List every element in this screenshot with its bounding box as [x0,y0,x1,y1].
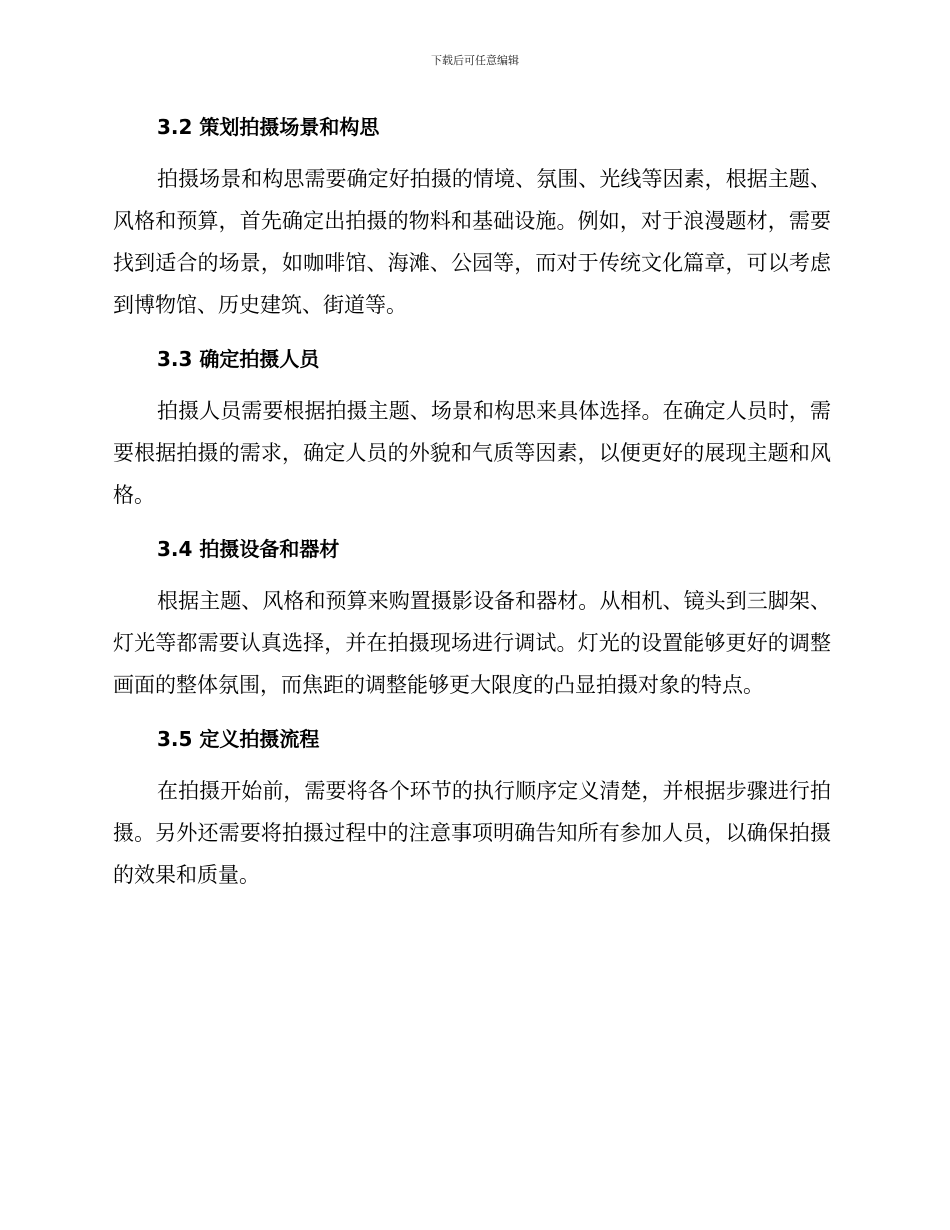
section-paragraph: 拍摄场景和构思需要确定好拍摄的情境、氛围、光线等因素，根据主题、风格和预算，首先确定出拍摄的物料和基础设施。例如，对于浪漫题材，需要找到适合的场景，如咖啡馆、海滩、公园等，而对于传统文化篇章，可以考虑到博物馆、历史建筑、街道等。 [113,167,831,317]
section-heading: 3.5 定义拍摄流程 [157,727,320,751]
section-3-3 [113,338,831,516]
section-3-5 [113,718,831,896]
section-paragraph: 拍摄人员需要根据拍摄主题、场景和构思来具体选择。在确定人员时，需要根据拍摄的需求，确定人员的外貌和气质等因素，以便更好的展现主题和风格。 [113,399,831,507]
section-paragraph: 根据主题、风格和预算来购置摄影设备和器材。从相机、镜头到三脚架、灯光等都需要认真选择，并在拍摄现场进行调试。灯光的设置能够更好的调整画面的整体氛围，而焦距的调整能够更大限度的凸显拍摄对象的特点。 [113,589,831,697]
section-heading: 3.2 策划拍摄场景和构思 [157,115,380,139]
section-heading: 3.4 拍摄设备和器材 [157,537,340,561]
document-body [113,106,831,908]
section-3-4 [113,528,831,706]
section-heading: 3.3 确定拍摄人员 [157,347,320,371]
section-paragraph: 在拍摄开始前，需要将各个环节的执行顺序定义清楚，并根据步骤进行拍摄。另外还需要将拍摄过程中的注意事项明确告知所有参加人员，以确保拍摄的效果和质量。 [113,779,831,887]
section-3-2 [113,106,831,326]
page-header: 下载后可任意编辑 [431,54,519,67]
